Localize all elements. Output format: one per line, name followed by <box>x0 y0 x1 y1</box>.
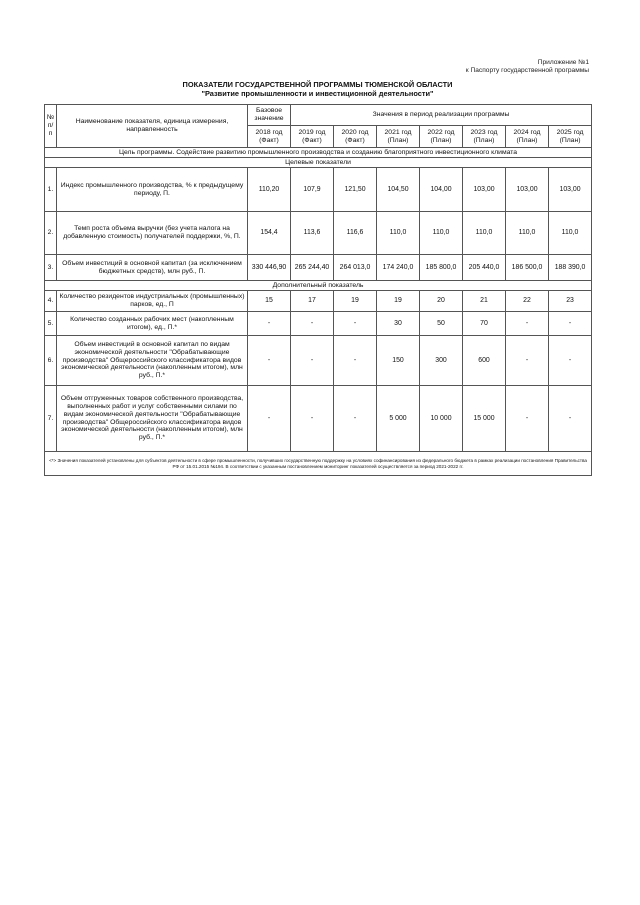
footnote: <*> Значения показателей установлены для субъектов деятельности в сфере промышленности, получивших государственную поддержку на условиях софинансирования из федерального бюджета в рамках реализации постановления Правительства РФ от 15.01.2015 №194. В соответствии с указанным постановлением мониторинг показателей осуществляется за период 2021-2022 гг. <box>45 452 592 476</box>
value-cell: 30 <box>377 312 420 336</box>
value-cell: 113,6 <box>291 212 334 255</box>
indicator-name: Количество созданных рабочих мест (накопленным итогом), ед., П.* <box>57 312 248 336</box>
value-cell: 110,0 <box>420 212 463 255</box>
goal-row <box>45 148 592 158</box>
value-cell: 104,50 <box>377 168 420 212</box>
indicator-name: Индекс промышленного производства, % к предыдущему периоду, П. <box>57 168 248 212</box>
value-cell: 103,00 <box>506 168 549 212</box>
value-cell: 110,0 <box>463 212 506 255</box>
table-row <box>45 168 592 212</box>
header-year-2022: 2022 год (План) <box>420 126 463 148</box>
value-cell: - <box>248 386 291 452</box>
value-cell: - <box>248 312 291 336</box>
indicator-name: Темп роста объема выручки (без учета налога на добавленную стоимость) получателей поддержки, %, П. <box>57 212 248 255</box>
table-row <box>45 312 592 336</box>
row-number: 6. <box>45 336 57 386</box>
header-year-2021: 2021 год (План) <box>377 126 420 148</box>
value-cell: - <box>506 336 549 386</box>
value-cell: 264 013,0 <box>334 255 377 281</box>
section-target-indicators: Целевые показатели <box>45 158 592 168</box>
indicator-name: Количество резидентов индустриальных (промышленных) парков, ед., П <box>57 291 248 312</box>
value-cell: 150 <box>377 336 420 386</box>
value-cell: - <box>506 312 549 336</box>
value-cell: - <box>291 386 334 452</box>
header-number: № п/п <box>45 105 57 148</box>
value-cell: 330 446,90 <box>248 255 291 281</box>
value-cell: - <box>549 386 592 452</box>
header-base-value: Базовое значение <box>248 105 291 126</box>
footnote-row <box>45 452 592 476</box>
header-year-2023: 2023 год (План) <box>463 126 506 148</box>
value-cell: 205 440,0 <box>463 255 506 281</box>
value-cell: 17 <box>291 291 334 312</box>
value-cell: 23 <box>549 291 592 312</box>
header-year-2019: 2019 год (Факт) <box>291 126 334 148</box>
table-row <box>45 336 592 386</box>
value-cell: 70 <box>463 312 506 336</box>
row-number: 1. <box>45 168 57 212</box>
header-year-2025: 2025 год (План) <box>549 126 592 148</box>
table-row <box>45 212 592 255</box>
value-cell: - <box>291 336 334 386</box>
appendix-line-1: Приложение №1 <box>537 59 589 66</box>
value-cell: 104,00 <box>420 168 463 212</box>
title-line-2: "Развитие промышленности и инвестиционной деятельности" <box>201 89 434 98</box>
value-cell: 110,0 <box>377 212 420 255</box>
title-line-1: ПОКАЗАТЕЛИ ГОСУДАРСТВЕННОЙ ПРОГРАММЫ ТЮМЕНСКОЙ ОБЛАСТИ <box>182 80 453 89</box>
value-cell: 20 <box>420 291 463 312</box>
row-number: 2. <box>45 212 57 255</box>
indicator-name: Объем инвестиций в основной капитал (за исключением бюджетных средств), млн руб., П. <box>57 255 248 281</box>
value-cell: - <box>248 336 291 386</box>
header-row-top <box>45 105 592 126</box>
value-cell: 107,9 <box>291 168 334 212</box>
value-cell: 50 <box>420 312 463 336</box>
value-cell: - <box>506 386 549 452</box>
indicator-name: Объем инвестиций в основной капитал по видам экономической деятельности "Обрабатывающие производства" Общероссийского классификатора видов экономической деятельности (накопленным итогом), млн руб., П.* <box>57 336 248 386</box>
header-year-2020: 2020 год (Факт) <box>334 126 377 148</box>
value-cell: 600 <box>463 336 506 386</box>
value-cell: 300 <box>420 336 463 386</box>
value-cell: 103,00 <box>463 168 506 212</box>
header-period-values: Значения в период реализации программы <box>291 105 592 126</box>
appendix-line-2: к Паспорту государственной программы <box>465 67 589 74</box>
appendix-reference <box>466 59 589 75</box>
value-cell: 10 000 <box>420 386 463 452</box>
section-additional-indicator: Дополнительный показатель <box>45 281 592 291</box>
value-cell: 15 000 <box>463 386 506 452</box>
value-cell: 116,6 <box>334 212 377 255</box>
value-cell: 19 <box>377 291 420 312</box>
document-title <box>44 80 591 98</box>
value-cell: 186 500,0 <box>506 255 549 281</box>
value-cell: - <box>334 312 377 336</box>
value-cell: 121,50 <box>334 168 377 212</box>
header-year-2024: 2024 год (План) <box>506 126 549 148</box>
value-cell: 154,4 <box>248 212 291 255</box>
value-cell: - <box>334 336 377 386</box>
row-number: 4. <box>45 291 57 312</box>
value-cell: 110,0 <box>506 212 549 255</box>
section-target-row <box>45 158 592 168</box>
value-cell: 110,0 <box>549 212 592 255</box>
value-cell: 185 800,0 <box>420 255 463 281</box>
header-indicator-name: Наименование показателя, единица измерения, направленность <box>57 105 248 148</box>
value-cell: 15 <box>248 291 291 312</box>
table-row <box>45 291 592 312</box>
table-row <box>45 255 592 281</box>
header-year-2018: 2018 год (Факт) <box>248 126 291 148</box>
value-cell: - <box>549 312 592 336</box>
row-number: 5. <box>45 312 57 336</box>
value-cell: - <box>549 336 592 386</box>
row-number: 3. <box>45 255 57 281</box>
indicator-name: Объем отгруженных товаров собственного производства, выполненных работ и услуг собственными силами по видам экономической деятельности "Обрабатывающие производства" Общероссийского классификатора видов экономической деятельности (накопленным итогом), млн руб., П.* <box>57 386 248 452</box>
value-cell: 103,00 <box>549 168 592 212</box>
row-number: 7. <box>45 386 57 452</box>
indicators-table <box>44 104 592 476</box>
value-cell: 5 000 <box>377 386 420 452</box>
value-cell: 19 <box>334 291 377 312</box>
value-cell: 22 <box>506 291 549 312</box>
value-cell: 174 240,0 <box>377 255 420 281</box>
value-cell: 21 <box>463 291 506 312</box>
table-row <box>45 386 592 452</box>
value-cell: 188 390,0 <box>549 255 592 281</box>
section-additional-row <box>45 281 592 291</box>
program-goal: Цель программы. Содействие развитию промышленного производства и созданию благоприятного инвестиционного климата <box>45 148 592 158</box>
value-cell: 265 244,40 <box>291 255 334 281</box>
value-cell: - <box>291 312 334 336</box>
value-cell: 110,20 <box>248 168 291 212</box>
value-cell: - <box>334 386 377 452</box>
